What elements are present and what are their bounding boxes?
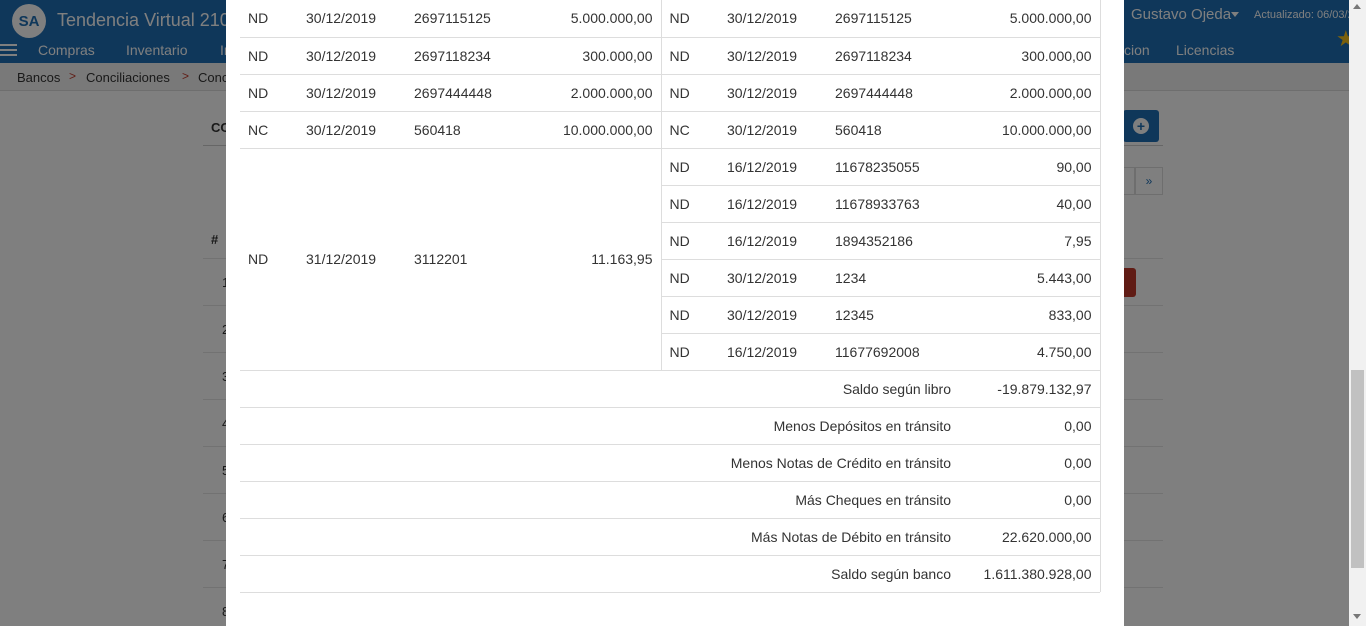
summary-label: Menos Notas de Crédito en tránsito: [240, 444, 959, 481]
book-document: 2697115125: [414, 10, 491, 27]
book-document: 560418: [406, 111, 536, 148]
bank-document: 560418: [827, 111, 959, 148]
table-row: [240, 148, 1100, 185]
bank-document: 1894352186: [827, 222, 959, 259]
bank-amount: 300.000,00: [959, 37, 1100, 74]
bank-type: ND: [661, 37, 719, 74]
reconciliation-table: [240, 0, 1101, 592]
summary-value: 22.620.000,00: [959, 518, 1100, 555]
book-type: ND: [240, 74, 298, 111]
book-date: 30/12/2019: [306, 10, 377, 27]
bank-type: ND: [661, 148, 719, 185]
book-document: 2697444448: [406, 74, 536, 111]
book-amount: 5.000.000,00: [536, 0, 661, 37]
book-type: ND: [240, 37, 298, 74]
bank-date: 16/12/2019: [719, 222, 827, 259]
bank-date: 16/12/2019: [719, 148, 827, 185]
bank-type: ND: [661, 185, 719, 222]
bank-document: 11678933763: [827, 185, 959, 222]
bank-amount: 10.000.000,00: [959, 111, 1100, 148]
summary-value: 0,00: [959, 444, 1100, 481]
bank-date: 30/12/2019: [719, 296, 827, 333]
reconciliation-modal: [226, 0, 1124, 626]
bank-document: 12345: [827, 296, 959, 333]
bank-document: 11677692008: [827, 333, 959, 370]
bank-date: 16/12/2019: [719, 333, 827, 370]
bank-type: NC: [661, 111, 719, 148]
scroll-down-icon[interactable]: [1353, 614, 1361, 619]
bank-type: ND: [661, 222, 719, 259]
book-type: ND: [248, 10, 269, 27]
bank-date: 30/12/2019: [727, 10, 798, 27]
bank-amount: 2.000.000,00: [959, 74, 1100, 111]
summary-value: 0,00: [959, 407, 1100, 444]
book-document: 2697118234: [406, 37, 536, 74]
book-amount: 10.000.000,00: [536, 111, 661, 148]
summary-value: 1.611.380.928,00: [959, 555, 1100, 592]
summary-label: Más Cheques en tránsito: [240, 481, 959, 518]
summary-label: Saldo según banco: [240, 555, 959, 592]
bank-amount: 4.750,00: [959, 333, 1100, 370]
bank-amount: 7,95: [959, 222, 1100, 259]
bank-type: ND: [661, 74, 719, 111]
bank-date: 30/12/2019: [719, 37, 827, 74]
bank-date: 30/12/2019: [719, 259, 827, 296]
summary-row: [240, 518, 1100, 555]
summary-row: [240, 407, 1100, 444]
bank-date: 16/12/2019: [719, 185, 827, 222]
summary-label: Saldo según libro: [240, 370, 959, 407]
summary-row: [240, 555, 1100, 592]
book-date: 31/12/2019: [298, 148, 406, 370]
bank-document: 2697118234: [827, 37, 959, 74]
summary-value: -19.879.132,97: [959, 370, 1100, 407]
table-row: [240, 111, 1100, 148]
bank-date: 30/12/2019: [719, 74, 827, 111]
book-date: 30/12/2019: [298, 74, 406, 111]
book-document: 3112201: [406, 148, 536, 370]
table-row: [240, 37, 1100, 74]
summary-row: [240, 444, 1100, 481]
bank-amount: 5.000.000,00: [959, 0, 1100, 37]
bank-document: 2697444448: [827, 74, 959, 111]
book-amount: 11.163,95: [536, 148, 661, 370]
bank-type: ND: [669, 10, 690, 27]
summary-row: [240, 481, 1100, 518]
bank-type: ND: [661, 333, 719, 370]
book-date: 30/12/2019: [298, 111, 406, 148]
bank-type: ND: [661, 296, 719, 333]
bank-document: 1234: [827, 259, 959, 296]
table-row: [240, 74, 1100, 111]
bank-date: 30/12/2019: [719, 111, 827, 148]
summary-label: Más Notas de Débito en tránsito: [240, 518, 959, 555]
book-type: ND: [240, 148, 298, 370]
bank-amount: 5.443,00: [959, 259, 1100, 296]
bank-document: 11678235055: [827, 148, 959, 185]
summary-value: 0,00: [959, 481, 1100, 518]
bank-amount: 40,00: [959, 185, 1100, 222]
summary-row: [240, 370, 1100, 407]
table-row: [240, 0, 1100, 37]
book-type: NC: [240, 111, 298, 148]
book-amount: 2.000.000,00: [536, 74, 661, 111]
book-date: 30/12/2019: [298, 37, 406, 74]
bank-amount: 833,00: [959, 296, 1100, 333]
scroll-up-icon[interactable]: [1353, 4, 1361, 9]
page-scrollbar[interactable]: [1349, 0, 1366, 626]
book-amount: 300.000,00: [536, 37, 661, 74]
scroll-thumb[interactable]: [1351, 370, 1364, 568]
bank-document: 2697115125: [835, 10, 912, 27]
table-bottom-border: [240, 592, 1100, 593]
bank-amount: 90,00: [959, 148, 1100, 185]
bank-type: ND: [661, 259, 719, 296]
summary-label: Menos Depósitos en tránsito: [240, 407, 959, 444]
